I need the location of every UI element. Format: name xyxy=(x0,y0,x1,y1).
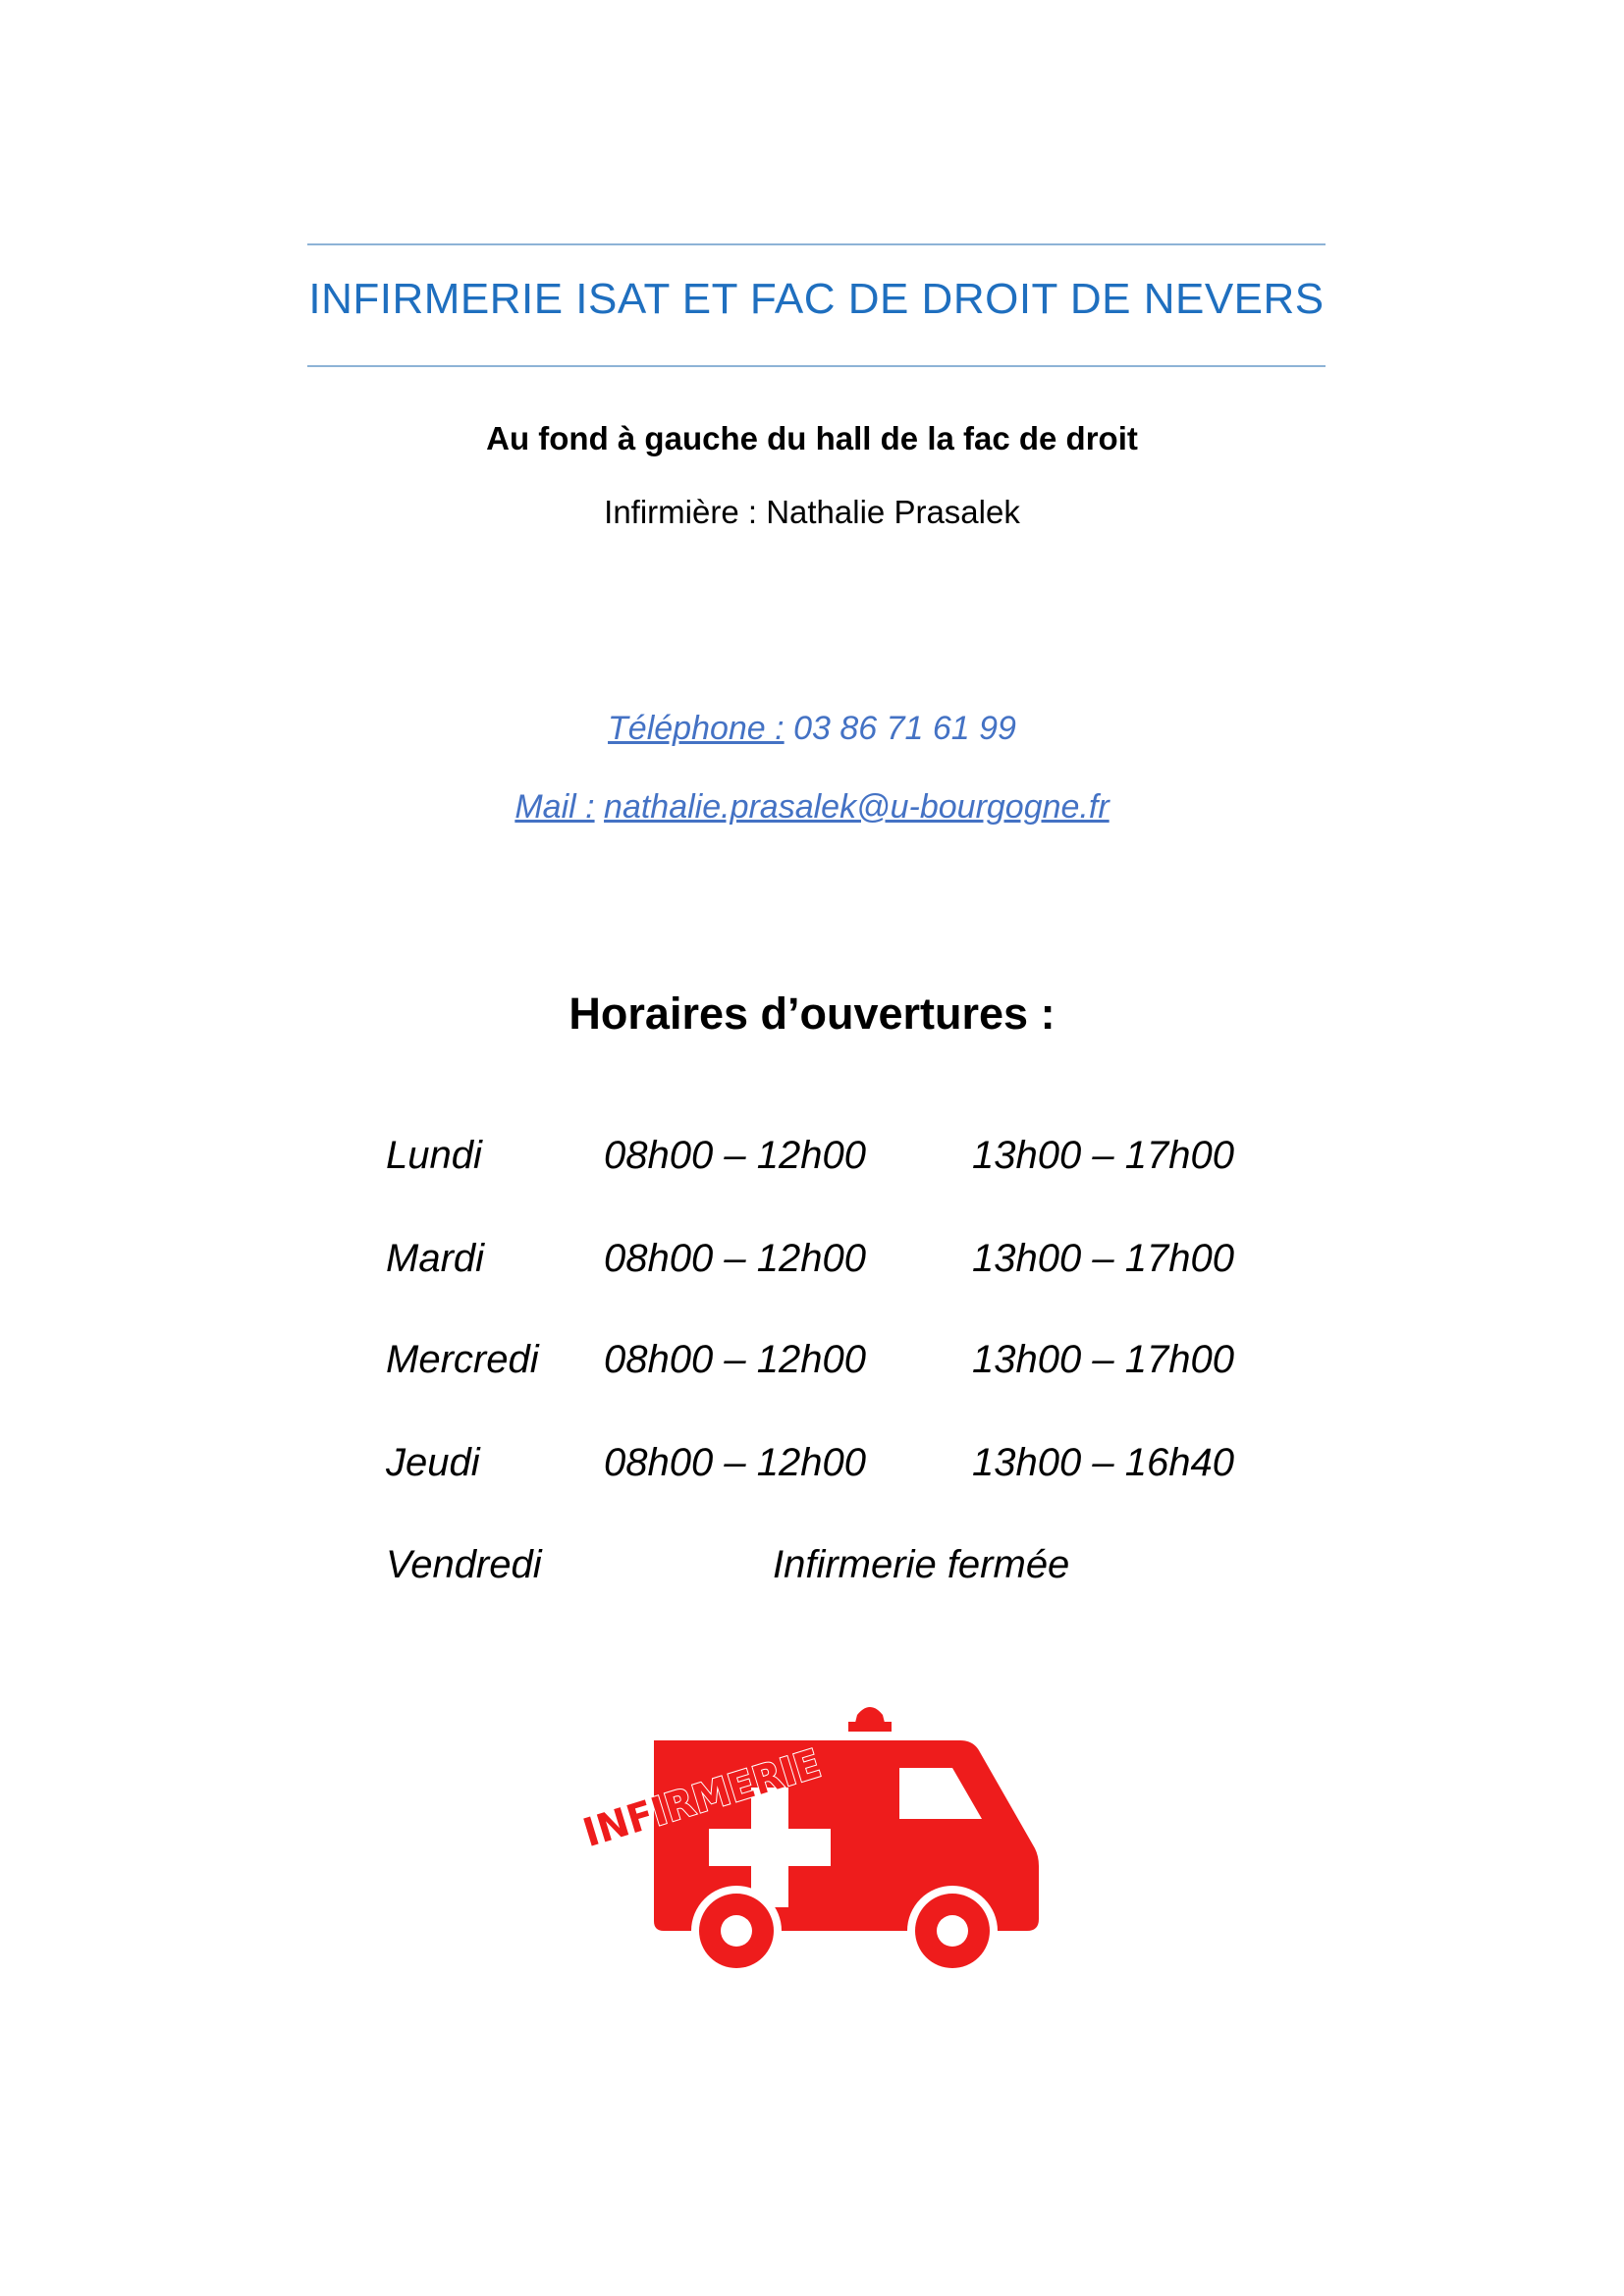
location-text: Au fond à gauche du hall de la fac de droit xyxy=(486,420,1138,456)
afternoon-hours: 13h00 – 17h00 xyxy=(972,1338,1234,1381)
day-label: Vendredi xyxy=(386,1543,542,1586)
title-top-rule xyxy=(307,243,1326,245)
ambulance-icon xyxy=(569,1703,1041,1978)
nurse-name: Nathalie Prasalek xyxy=(766,494,1020,530)
hours-row-friday xyxy=(0,1543,1624,1598)
day-label: Lundi xyxy=(386,1134,482,1177)
hours-row-thursday xyxy=(0,1441,1624,1496)
hours-row-wednesday xyxy=(0,1338,1624,1393)
afternoon-hours: 13h00 – 17h00 xyxy=(972,1134,1234,1177)
morning-hours: 08h00 – 12h00 xyxy=(604,1441,866,1484)
hours-title: Horaires d’ouvertures : xyxy=(568,988,1056,1039)
mail-line xyxy=(0,788,1624,827)
morning-hours: 08h00 – 12h00 xyxy=(604,1134,866,1177)
hours-row-monday xyxy=(0,1134,1624,1189)
page-title: INFIRMERIE ISAT ET FAC DE DROIT DE NEVERS xyxy=(308,275,1325,323)
afternoon-hours: 13h00 – 17h00 xyxy=(972,1237,1234,1280)
svg-text:INFIRMERIE: INFIRMERIE xyxy=(577,1737,838,1857)
title-bottom-rule xyxy=(307,365,1326,367)
morning-hours: 08h00 – 12h00 xyxy=(604,1338,866,1381)
phone-line xyxy=(0,710,1624,748)
nurse-label: Infirmière : xyxy=(604,494,767,530)
mail-label: Mail : xyxy=(514,788,595,826)
afternoon-hours: 13h00 – 16h40 xyxy=(972,1441,1234,1484)
hours-row-tuesday xyxy=(0,1237,1624,1292)
day-label: Mardi xyxy=(386,1237,485,1280)
day-label: Mercredi xyxy=(386,1338,539,1381)
phone-label: Téléphone : xyxy=(608,710,785,747)
mail-link[interactable]: nathalie.prasalek@u-bourgogne.fr xyxy=(604,788,1110,826)
closed-text: Infirmerie fermée xyxy=(773,1543,1070,1586)
day-label: Jeudi xyxy=(386,1441,480,1484)
nurse-line xyxy=(0,494,1624,531)
morning-hours: 08h00 – 12h00 xyxy=(604,1237,866,1280)
phone-number: 03 86 71 61 99 xyxy=(784,710,1016,747)
